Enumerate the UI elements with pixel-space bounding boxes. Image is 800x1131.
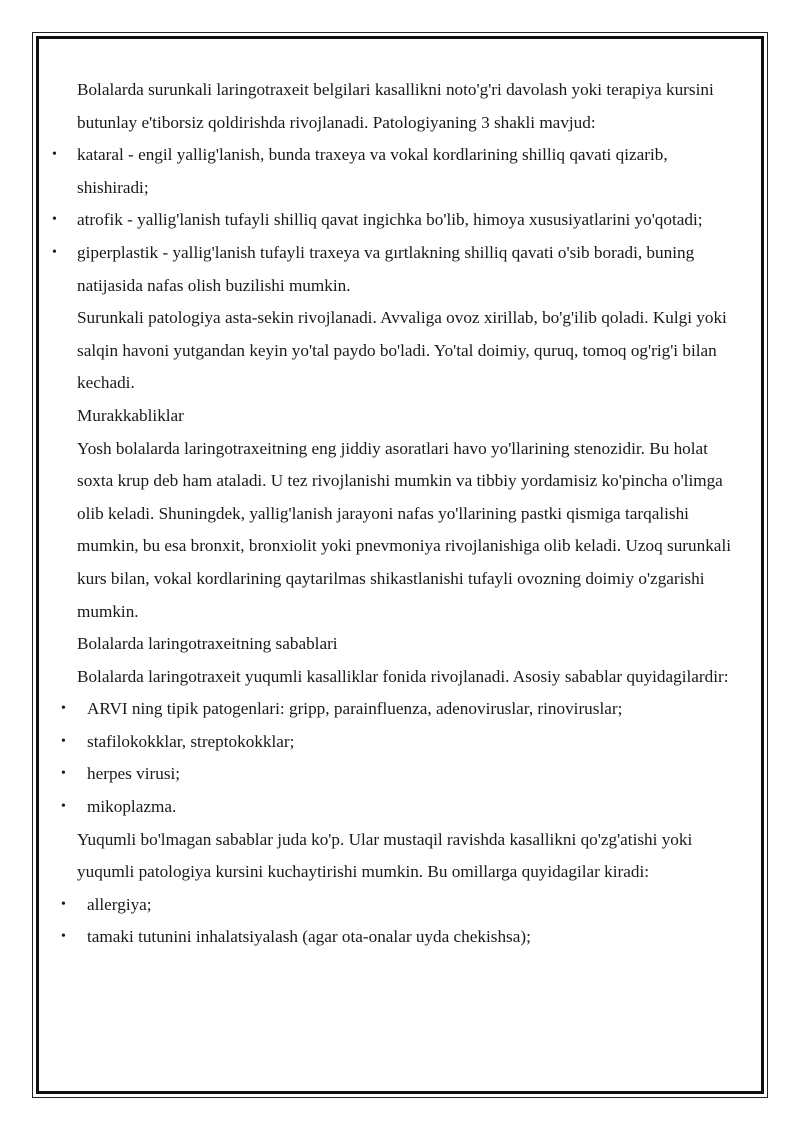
list-item: • giperplastik - yallig'lanish tufayli traxeya va gırtlakning shilliq qavati o'sib boradi, buning natijasida nafas olish buzilishi mumkin. — [0, 237, 800, 302]
document-body — [0, 74, 800, 954]
paragraph: Surunkali patologiya asta-sekin rivojlanadi. Avvaliga ovoz xirillab, bo'g'ilib qoladi. Kulgi yoki salqin havoni yutgandan keyin yo'tal paydo bo'ladi. Yo'tal doimiy, quruq, tomoq og'rig'i bilan kechadi. — [77, 308, 727, 393]
bullet-icon: • — [61, 799, 66, 815]
section-heading: Bolalarda laringotraxeitning sabablari — [77, 634, 338, 654]
bullet-icon: • — [61, 896, 66, 912]
bullet-icon: • — [52, 212, 57, 228]
list-item: • tamaki tutunini inhalatsiyalash (agar ota-onalar uyda chekishsa); — [0, 921, 800, 954]
bullet-icon: • — [61, 929, 66, 945]
list-item: • allergiya; — [0, 889, 800, 922]
list-item: • mikoplazma. — [0, 791, 800, 824]
bullet-icon: • — [61, 733, 66, 749]
list-item: • kataral - engil yallig'lanish, bunda traxeya va vokal kordlarining shilliq qavati qizarib, shishiradi; — [0, 139, 800, 204]
list-item: • atrofik - yallig'lanish tufayli shilliq qavat ingichka bo'lib, himoya xususiyatlarini yo'qotadi; — [0, 204, 800, 237]
section-heading: Murakkabliklar — [77, 405, 184, 425]
bullet-icon: • — [52, 244, 57, 260]
bullet-icon: • — [61, 766, 66, 782]
paragraph: Bolalarda laringotraxeit yuqumli kasalliklar fonida rivojlanadi. Asosiy sabablar quyidagilardir: — [77, 666, 729, 686]
list-item: • stafilokokklar, streptokokklar; — [0, 726, 800, 759]
paragraph: Bolalarda surunkali laringotraxeit belgilari kasallikni noto'g'ri davolash yoki terapiya kursini butunlay e'tiborsiz qoldirishda rivojlanadi. Patologiyaning 3 shakli mavjud: — [77, 80, 714, 132]
bullet-icon: • — [61, 701, 66, 717]
bullet-icon: • — [52, 147, 57, 163]
list-item: • ARVI ning tipik patogenlari: gripp, parainfluenza, adenoviruslar, rinoviruslar; — [0, 693, 800, 726]
list-item: • herpes virusi; — [0, 758, 800, 791]
paragraph: Yosh bolalarda laringotraxeitning eng jiddiy asoratlari havo yo'llarining stenozidir. Bu holat soxta krup deb ham ataladi. U tez rivojlanishi mumkin va tibbiy yordamisiz ko'pincha o'limga olib keladi. Shuningdek, yallig'lanish jarayoni nafas yo'llarining pastki qismiga tarqalishi mumkin, bu esa bronxit, bronxiolit yoki pnevmoniya rivojlanishiga olib keladi. Uzoq surunkali kurs bilan, vokal kordlarining qaytarilmas shikastlanishi tufayli ovozning doimiy o'zgarishi mumkin. — [77, 438, 731, 621]
paragraph: Yuqumli bo'lmagan sabablar juda ko'p. Ular mustaqil ravishda kasallikni qo'zg'atishi yoki yuqumli patologiya kursini kuchaytirishi mumkin. Bu omillarga quyidagilar kiradi: — [77, 829, 693, 882]
